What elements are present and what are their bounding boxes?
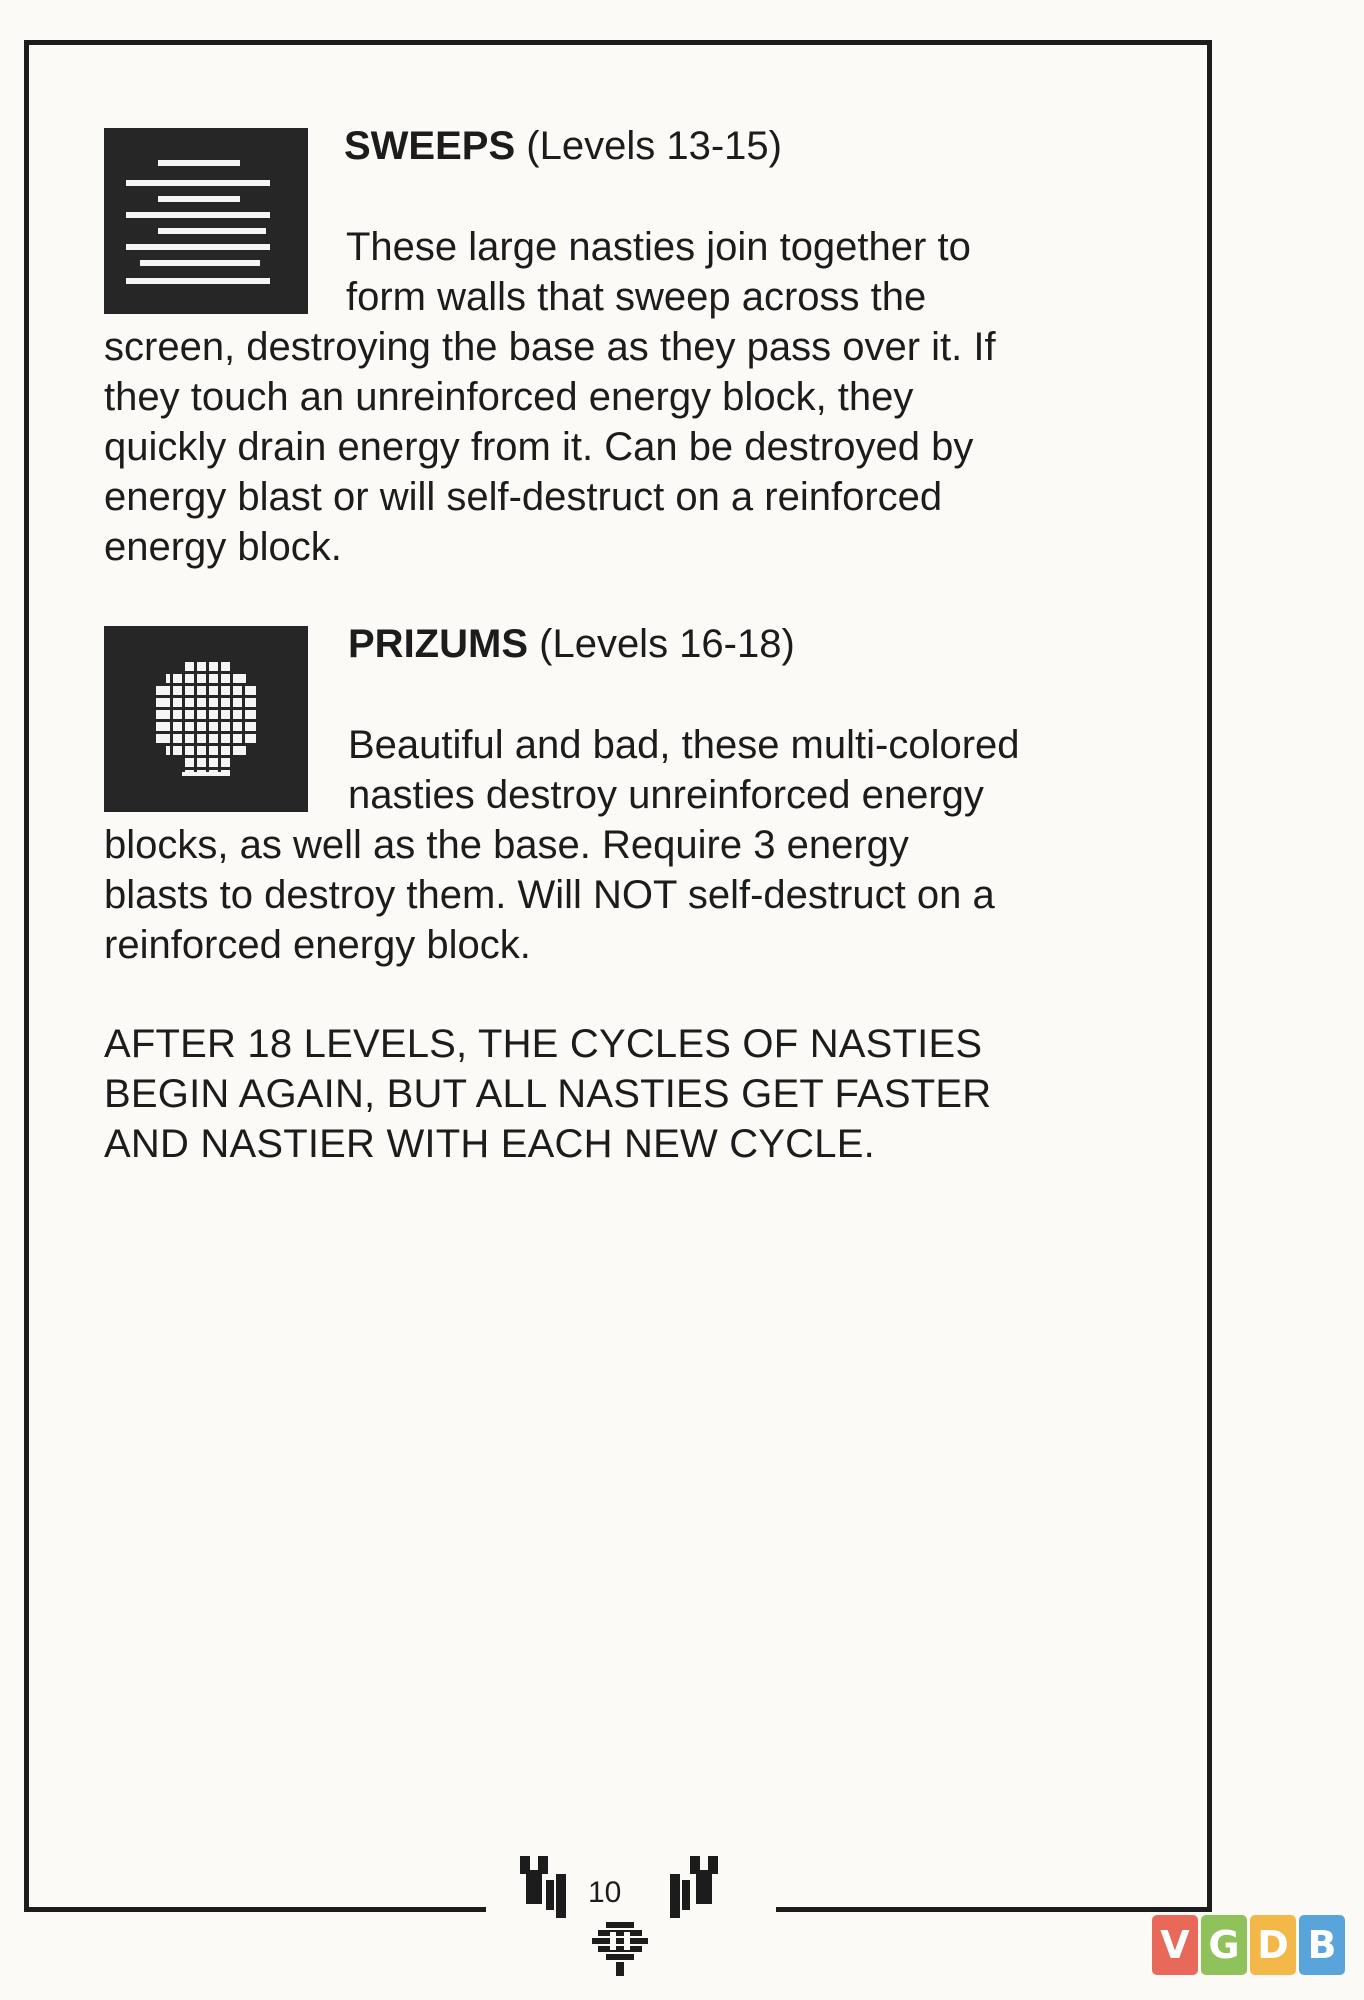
cycle-note-line-1: AFTER 18 LEVELS, THE CYCLES OF NASTIES <box>104 1022 983 1066</box>
cycle-note-line-2: BEGIN AGAIN, BUT ALL NASTIES GET FASTER <box>104 1072 992 1116</box>
watermark-letter-d: D <box>1250 1915 1296 1975</box>
prizums-line-3: blocks, as well as the base. Require 3 energy <box>104 823 909 867</box>
sweeps-line-6: energy blast or will self-destruct on a reinforced <box>104 475 943 519</box>
watermark-letter-g: G <box>1201 1915 1247 1975</box>
prizums-levels: (Levels 16-18) <box>539 622 795 666</box>
prizums-line-4: blasts to destroy them. Will NOT self-destruct on a <box>104 873 995 917</box>
prizums-line-1: Beautiful and bad, these multi-colored <box>348 723 1020 767</box>
sweeps-line-7: energy block. <box>104 525 342 569</box>
sweeps-levels: (Levels 13-15) <box>526 124 782 168</box>
sweeps-line-5: quickly drain energy from it. Can be destroyed by <box>104 425 974 469</box>
sweeps-line-3: screen, destroying the base as they pass over it. If <box>104 325 996 369</box>
page-frame-bottom-right <box>776 1907 1212 1912</box>
sweeps-icon <box>104 128 308 314</box>
page-frame-left <box>24 40 29 1912</box>
prizums-line-5: reinforced energy block. <box>104 923 531 967</box>
page-frame-bottom-left <box>24 1907 486 1912</box>
sweeps-title: SWEEPS <box>344 124 516 168</box>
sweeps-line-4: they touch an unreinforced energy block, they <box>104 375 914 419</box>
sweeps-heading <box>344 122 782 170</box>
watermark-letter-b: B <box>1299 1915 1345 1975</box>
prizums-icon <box>104 626 308 812</box>
sweeps-line-1: These large nasties join together to <box>346 225 971 269</box>
page-number: 10 <box>588 1876 622 1909</box>
watermark-letter-v: V <box>1152 1915 1198 1975</box>
prizums-line-2: nasties destroy unreinforced energy <box>348 773 984 817</box>
cycle-note-line-3: AND NASTIER WITH EACH NEW CYCLE. <box>104 1122 875 1166</box>
prizums-title: PRIZUMS <box>348 622 528 666</box>
page-ornament-icon <box>512 1850 732 1990</box>
page-frame-right <box>1207 40 1212 1912</box>
page-frame-top <box>24 40 1212 45</box>
sweeps-line-2: form walls that sweep across the <box>346 275 927 319</box>
prizums-heading <box>348 620 795 668</box>
